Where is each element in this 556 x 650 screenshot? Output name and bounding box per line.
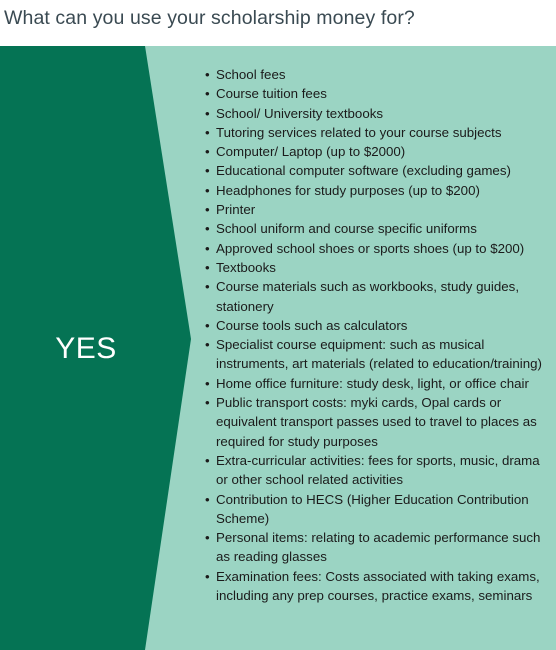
bullet-icon: • <box>205 163 210 179</box>
bullet-icon: • <box>205 375 210 391</box>
list-item-text: Course materials such as workbooks, study guides, stationery <box>216 279 520 314</box>
list-item <box>202 161 554 180</box>
bullet-icon: • <box>205 395 210 411</box>
page-title: What can you use your scholarship money for? <box>4 7 415 29</box>
list-item-text: Course tuition fees <box>216 86 327 102</box>
bullet-icon: • <box>205 259 210 275</box>
list-item <box>202 219 554 238</box>
list-item <box>202 316 554 335</box>
bullet-icon: • <box>205 491 210 507</box>
allowed-items-list <box>202 65 554 605</box>
list-item <box>202 528 554 567</box>
list-item-text: Public transport costs: myki cards, Opal cards or equivalent transport passes used to travel to places as required for study purposes <box>216 395 537 449</box>
list-item-text: Headphones for study purposes (up to $200) <box>216 182 480 198</box>
list-item <box>202 239 554 258</box>
list-item-text: Educational computer software (excluding games) <box>216 163 511 179</box>
list-item <box>202 258 554 277</box>
list-item-text: Textbooks <box>216 259 276 275</box>
list-item-text: Contribution to HECS (Higher Education Contribution Scheme) <box>216 491 529 526</box>
list-item <box>202 277 554 316</box>
list-item-text: School uniform and course specific uniforms <box>216 221 477 237</box>
list-item <box>202 451 554 490</box>
list-item-text: Examination fees: Costs associated with taking exams, including any prep courses, practice exams, seminars <box>216 568 540 604</box>
bullet-icon: • <box>205 124 210 140</box>
bullet-icon: • <box>205 317 210 333</box>
bullet-icon: • <box>205 240 210 256</box>
bullet-icon: • <box>205 144 210 160</box>
list-item <box>202 393 554 451</box>
list-item-text: Tutoring services related to your course subjects <box>216 124 502 140</box>
bullet-icon: • <box>205 568 210 584</box>
list-item <box>202 181 554 200</box>
list-item <box>202 490 554 529</box>
list-item-text: School fees <box>216 67 286 82</box>
list-item <box>202 123 554 142</box>
list-item <box>202 142 554 161</box>
list-item <box>202 567 554 606</box>
list-item-text: Printer <box>216 202 256 218</box>
list-item-text: Extra-curricular activities: fees for sports, music, drama or other school related activities <box>216 452 540 488</box>
bullet-icon: • <box>205 67 210 82</box>
list-item <box>202 374 554 393</box>
bullet-icon: • <box>205 202 210 218</box>
list-item-text: Computer/ Laptop (up to $2000) <box>216 144 406 160</box>
bullet-icon: • <box>205 279 210 295</box>
list-item <box>202 200 554 219</box>
list-item <box>202 65 554 84</box>
bullet-icon: • <box>205 105 210 121</box>
bullet-icon: • <box>205 530 210 546</box>
bullet-icon: • <box>205 182 210 198</box>
list-item-text: Personal items: relating to academic performance such as reading glasses <box>216 530 541 565</box>
bullet-icon: • <box>205 337 210 353</box>
bullet-icon: • <box>205 221 210 237</box>
list-item-text: School/ University textbooks <box>216 105 384 121</box>
list-item <box>202 84 554 103</box>
list-item-text: Course tools such as calculators <box>216 317 408 333</box>
list-item <box>202 104 554 123</box>
bullet-icon: • <box>205 86 210 102</box>
list-item <box>202 335 554 374</box>
list-item-text: Specialist course equipment: such as musical instruments, art materials (related to education/training) <box>216 337 542 372</box>
yes-label: YES <box>55 332 117 365</box>
bullet-icon: • <box>205 452 210 468</box>
list-item-text: Approved school shoes or sports shoes (up to $200) <box>216 240 525 256</box>
list-item-text: Home office furniture: study desk, light, or office chair <box>216 375 529 391</box>
